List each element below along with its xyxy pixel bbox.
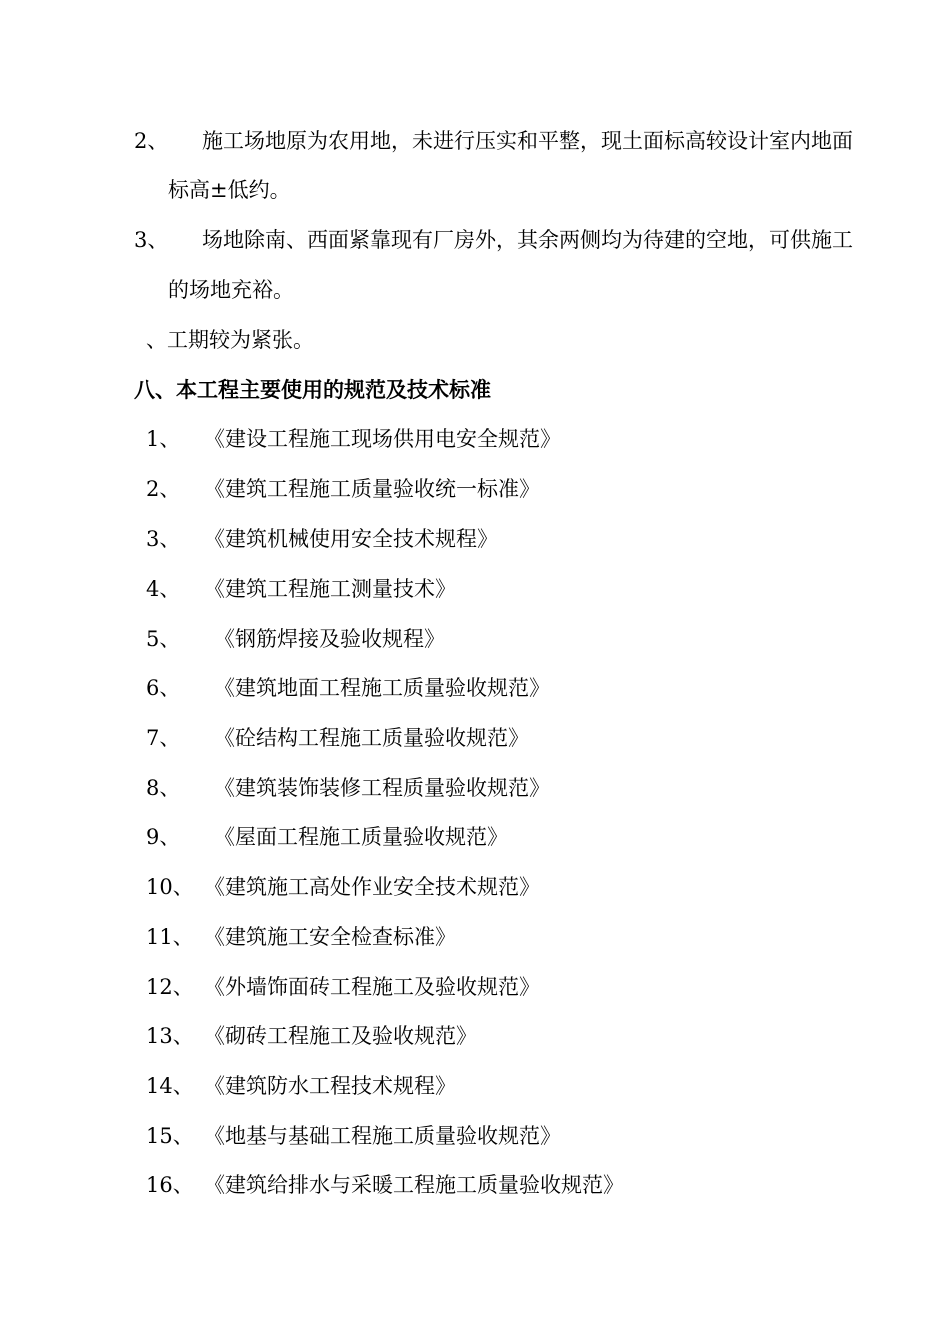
list-item: 《建筑装饰装修工程质量验收规范》 (214, 776, 550, 800)
list-item-number: 14、 (146, 1074, 194, 1098)
list-item: 《外墙饰面砖工程施工及验收规范》 (204, 975, 540, 999)
list-item: 《建筑工程施工质量验收统一标准》 (204, 477, 540, 501)
paragraph-text: 施工场地原为农用地，未进行压实和平整，现土面标高较设计室内地面 (202, 129, 853, 153)
list-item-number: 11、 (146, 925, 194, 949)
paragraph-text: 场地除南、西面紧靠现有厂房外，其余两侧均为待建的空地，可供施工 (202, 228, 853, 252)
list-item: 《地基与基础工程施工质量验收规范》 (204, 1124, 561, 1148)
list-item-number: 3、 (146, 527, 181, 551)
list-item: 《屋面工程施工质量验收规范》 (214, 825, 508, 849)
list-item: 《建设工程施工现场供用电安全规范》 (204, 427, 561, 451)
list-item: 《建筑地面工程施工质量验收规范》 (214, 676, 550, 700)
list-item-number: 13、 (146, 1024, 194, 1048)
list-item-number: 6、 (146, 676, 181, 700)
list-item-number: 5、 (146, 627, 181, 651)
list-item-number: 1、 (146, 427, 181, 451)
list-item: 《砌砖工程施工及验收规范》 (204, 1024, 477, 1048)
section-heading: 八、本工程主要使用的规范及技术标准 (134, 378, 491, 402)
list-item: 《建筑防水工程技术规程》 (204, 1074, 456, 1098)
list-item-number: 9、 (146, 825, 181, 849)
list-item: 《建筑机械使用安全技术规程》 (204, 527, 498, 551)
list-item-number: 12、 (146, 975, 194, 999)
paragraph-number: 2、 (134, 129, 169, 153)
paragraph-text: 、工期较为紧张。 (146, 328, 314, 352)
list-item-number: 15、 (146, 1124, 194, 1148)
list-item-number: 10、 (146, 875, 194, 899)
list-item: 《建筑施工安全检查标准》 (204, 925, 456, 949)
list-item-number: 2、 (146, 477, 181, 501)
paragraph-text-continued: 的场地充裕。 (168, 278, 294, 302)
paragraph-text-continued: 标高±低约。 (168, 178, 291, 202)
list-item-number: 7、 (146, 726, 181, 750)
list-item-number: 4、 (146, 577, 181, 601)
list-item-number: 16、 (146, 1173, 194, 1197)
list-item: 《钢筋焊接及验收规程》 (214, 627, 445, 651)
list-item: 《建筑给排水与采暖工程施工质量验收规范》 (204, 1173, 624, 1197)
list-item: 《建筑工程施工测量技术》 (204, 577, 456, 601)
list-item-number: 8、 (146, 776, 181, 800)
list-item: 《砼结构工程施工质量验收规范》 (214, 726, 529, 750)
paragraph-number: 3、 (134, 228, 169, 252)
list-item: 《建筑施工高处作业安全技术规范》 (204, 875, 540, 899)
